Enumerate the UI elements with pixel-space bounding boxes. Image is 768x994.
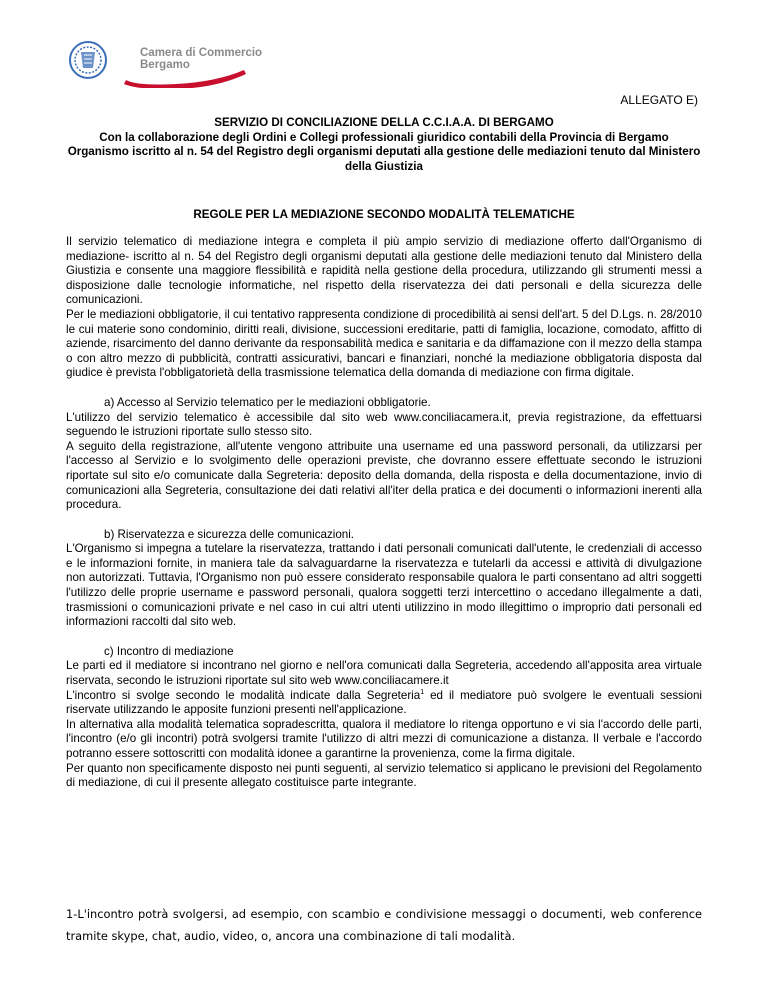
footnote: 1-L'incontro potrà svolgersi, ad esempio, con scambio e condivisione messaggi o documenti, web conference tramite skype, chat, audio, video, o, ancora una combinazione di tali modalità. — [66, 907, 702, 943]
header-line2: Con la collaborazione degli Ordini e Collegi professionali giuridico contabili della Provincia di Bergamo — [99, 130, 669, 144]
footnote-ref: 1 — [420, 688, 425, 696]
section-c-title: c) Incontro di mediazione — [104, 644, 234, 658]
section-a-paragraph-1: L'utilizzo del servizio telematico è accessibile dal sito web www.conciliacamera.it, previa registrazione, da effettuarsi seguendo le istruzioni riportate sullo stesso sito. — [66, 410, 702, 439]
section-c-paragraph-2 — [66, 689, 702, 718]
section-c-paragraph-1: Le parti ed il mediatore si incontrano nel giorno e nell'ora comunicati dalla Segreteria, accedendo all'apposita area virtuale riservata, secondo le istruzioni riportate sul sito web www.conciliacamere.it — [66, 659, 702, 688]
logo-text — [140, 47, 262, 71]
section-c-p2-after: ed il mediatore può svolgere le eventuali sessioni riservate utilizzando le apposite funzioni presenti nell'applicazione. — [66, 688, 702, 717]
allegato-label: ALLEGATO E) — [620, 93, 698, 107]
section-c-p2-before: L'incontro si svolge secondo le modalità indicate dalla Segreteria — [66, 688, 421, 702]
section-b-title: b) Riservatezza e sicurezza delle comunicazioni. — [104, 527, 355, 541]
logo-line2: Bergamo — [140, 59, 190, 71]
section-c-paragraph-4: Per quanto non specificamente disposto nei punti seguenti, al servizio telematico si applicano le previsioni del Regolamento di mediazione, di cui il presente allegato costituisce parte integrante. — [66, 761, 702, 790]
logo-line1: Camera di Commercio — [140, 47, 263, 59]
intro-paragraph-1: Il servizio telematico di mediazione integra e completa il più ampio servizio di mediazione offerto dall'Organismo di mediazione- iscritto al n. 54 del Registro degli organismi deputati alla gestione delle mediazioni tenuto dal Ministero della Giustizia e consente una maggiore flessibilità e rapidità nella gestione della procedura, utilizzando gli strumenti messi a disposizione dalle tecnologie informatiche, nel rispetto della riservatezza dei dati personali e della sicurezza delle comunicazioni. — [66, 235, 702, 307]
intro-paragraph-2: Per le mediazioni obbligatorie, il cui tentativo rappresenta condizione di procedibilità ai sensi dell'art. 5 del D.Lgs. n. 28/2010 le cui materie sono condominio, diritti reali, divisione, successioni ereditarie, patti di famiglia, locazione, comodato, affitto di aziende, risarcimento del danno derivante da responsabilità medica e sanitaria e da diffamazione con il mezzo della stampa o con altro mezzo di pubblicità, contratti assicurativi, bancari e finanziari, nonché la mediazione obbligatoria disposta dal giudice è prevista l'obbligatorietà della trasmissione telematica della domanda di mediazione con firma digitale. — [66, 307, 702, 380]
section-c-paragraph-3: In alternativa alla modalità telematica sopradescritta, qualora il mediatore lo ritenga opportuno e vi sia l'accordo delle parti, l'incontro (e/o gli incontri) potrà svolgersi tramite l'utilizzo di altri mezzi di comunicazione a distanza. Il verbale e l'accordo potranno essere sottoscritti con modalità idonee a garantirne la provenienza, come la firma digitale. — [66, 717, 702, 760]
document-header — [66, 116, 702, 174]
header-line1: SERVIZIO DI CONCILIAZIONE DELLA C.C.I.A.A. DI BERGAMO — [214, 116, 554, 129]
header-line3: Organismo iscritto al n. 54 del Registro degli organismi deputati alla gestione delle mediazioni tenuto dal Ministero della Giustizia — [67, 145, 701, 173]
document-title: REGOLE PER LA MEDIAZIONE SECONDO MODALITÀ TELEMATICHE — [193, 208, 575, 221]
section-b-paragraph-1: L'Organismo si impegna a tutelare la riservatezza, trattando i dati personali comunicati dall'utente, le credenziali di accesso e le informazioni fornite, in maniera tale da salvaguardarne la riservatezza e tutelarli da accessi e attività di divulgazione non autorizzati. Tuttavia, l'Organismo non può essere considerato responsabile qualora le parti consentano ad altri soggetti l'utilizzo delle proprie username e password personali, qualora soggetti terzi intercettino o accedano illegalmente a dati, trasmissioni o comunicazioni private e nel caso in cui altri utenti utilizzino in modo illegittimo o improprio dati personali ed informazioni raccolti dal sito web. — [66, 542, 702, 629]
document-body — [66, 235, 702, 791]
section-a-paragraph-2: A seguito della registrazione, all'utente vengono attribuite una username ed una password personali, da utilizzarsi per l'accesso al Servizio e lo svolgimento delle operazioni previste, che dovranno essere effettuate secondo le istruzioni riportate sul sito e/o comunicate dalla Segreteria: deposito della domanda, della risposta e della documentazione, invio di comunicazioni alla Segreteria, consultazione dei dati relativi all'iter della pratica e dei documenti o informazioni inerenti alla procedura. — [66, 439, 702, 512]
section-a-title: a) Accesso al Servizio telematico per le mediazioni obbligatorie. — [104, 395, 431, 409]
